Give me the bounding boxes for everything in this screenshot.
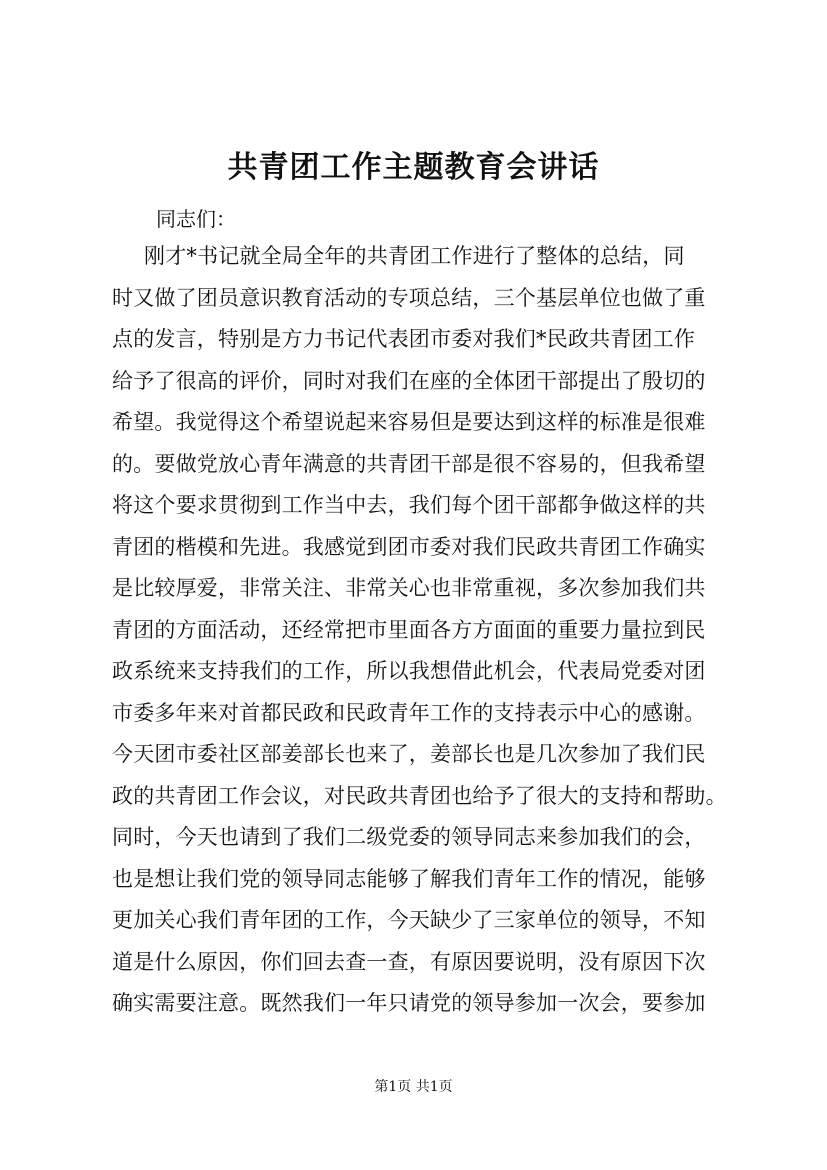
body-line: 青团的楷模和先进。我感觉到团市委对我们民政共青团工作确实 [112,534,706,559]
body-line: 将这个要求贯彻到工作当中去，我们每个团干部都争做这样的共 [112,493,706,517]
body-line: 点的发言，特别是方力书记代表团市委对我们*民政共青团工作 [112,327,696,351]
body-line: 是比较厚爱，非常关注、非常关心也非常重视，多次参加我们共 [112,576,706,600]
body-line: 刚才*书记就全局全年的共青团工作进行了整体的总结，同 [144,244,685,268]
body-line: 政的共青团工作会议，对民政共青团也给予了很大的支持和帮助。 [112,783,727,808]
body-line: 确实需要注意。既然我们一年只请党的领导参加一次会，要参加 [112,991,706,1015]
page-footer: 第1页 共1页 [374,1079,453,1095]
body-line: 希望。我觉得这个希望说起来容易但是要达到这样的标准是很难 [112,410,706,434]
document-title: 共青团工作主题教育会讲话 [227,150,600,185]
body-line: 更加关心我们青年团的工作，今天缺少了三家单位的领导，不知 [112,908,706,932]
body-line: 同时，今天也请到了我们二级党委的领导同志来参加我们的会， [112,825,706,849]
body-line: 道是什么原因，你们回去查一查，有原因要说明，没有原因下次 [112,949,706,974]
body-line: 也是想让我们党的领导同志能够了解我们青年工作的情况，能够 [112,866,706,891]
body-line: 青团的方面活动，还经常把市里面各方方面面的重要力量拉到民 [112,617,706,642]
body-text [112,239,727,1028]
body-line: 给予了很高的评价，同时对我们在座的全体团干部提出了殷切的 [112,368,706,393]
body-line: 政系统来支持我们的工作，所以我想借此机会，代表局党委对团 [112,659,706,683]
salutation: 同志们： [156,207,236,231]
body-line: 时又做了团员意识教育活动的专项总结，三个基层单位也做了重 [112,285,706,310]
body-line: 的。要做党放心青年满意的共青团干部是很不容易的，但我希望 [112,451,706,476]
body-line: 市委多年来对首都民政和民政青年工作的支持表示中心的感谢。 [112,700,706,725]
body-line: 今天团市委社区部姜部长也来了，姜部长也是几次参加了我们民 [112,742,706,766]
